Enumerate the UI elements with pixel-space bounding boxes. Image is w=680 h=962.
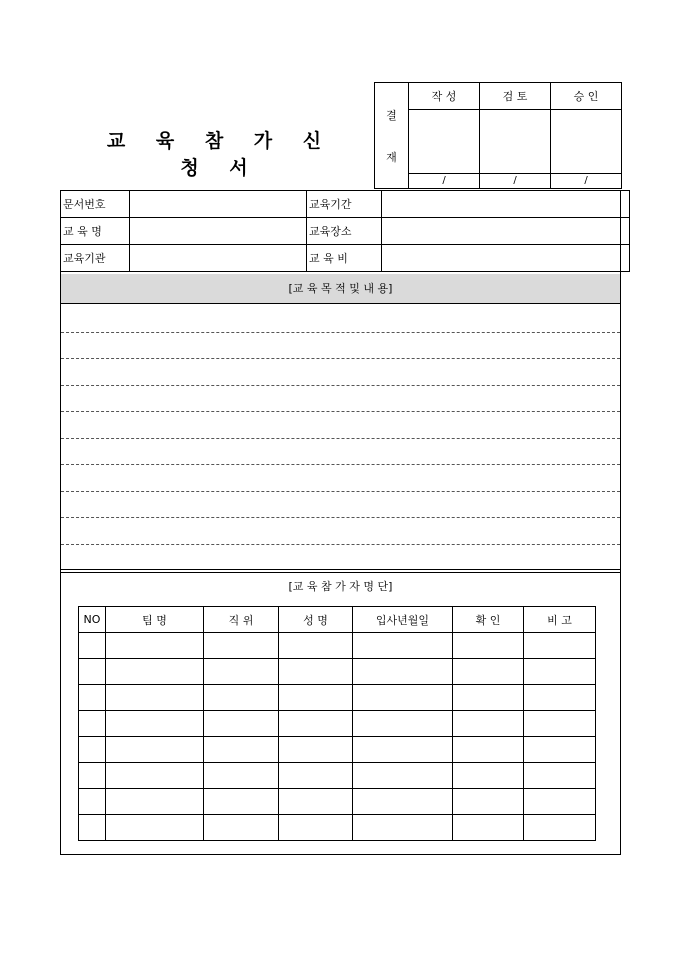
edu-name-label: 교 육 명 (61, 218, 130, 245)
participant-cell[interactable] (106, 633, 204, 659)
participant-cell[interactable] (453, 685, 524, 711)
participant-cell[interactable] (524, 737, 596, 763)
participant-cell[interactable] (204, 633, 279, 659)
participant-cell[interactable] (279, 763, 353, 789)
participant-cell[interactable] (353, 763, 453, 789)
writing-line (61, 517, 620, 518)
signature-cell-write[interactable] (409, 110, 480, 174)
participant-cell[interactable] (353, 659, 453, 685)
participant-cell[interactable] (453, 737, 524, 763)
writing-line (61, 358, 620, 359)
participant-cell[interactable] (106, 685, 204, 711)
institution-label: 교육기관 (61, 245, 130, 272)
writing-line (61, 385, 620, 386)
participant-cell[interactable] (106, 737, 204, 763)
period-field[interactable] (382, 191, 630, 218)
participants-header: [교 육 참 가 자 명 단] (288, 580, 393, 593)
doc-no-label: 문서번호 (61, 191, 130, 218)
cost-label: 교 육 비 (307, 245, 382, 272)
participant-cell[interactable] (204, 737, 279, 763)
participant-row (79, 789, 596, 815)
approval-table (374, 82, 622, 189)
participant-cell[interactable] (453, 711, 524, 737)
participant-cell[interactable] (353, 737, 453, 763)
approval-label (375, 83, 409, 189)
participant-cell[interactable] (204, 659, 279, 685)
participant-row (79, 685, 596, 711)
date-cell-review[interactable]: / (480, 174, 551, 189)
participant-row (79, 737, 596, 763)
participant-cell[interactable] (79, 659, 106, 685)
participant-cell[interactable] (524, 815, 596, 841)
participant-cell[interactable] (453, 789, 524, 815)
participant-cell[interactable] (106, 763, 204, 789)
participant-cell[interactable] (524, 711, 596, 737)
participant-cell[interactable] (279, 659, 353, 685)
approval-label-bottom: 재 (386, 150, 397, 164)
writing-line (61, 438, 620, 439)
participant-cell[interactable] (453, 815, 524, 841)
participant-cell[interactable] (106, 659, 204, 685)
place-field[interactable] (382, 218, 630, 245)
col-confirm: 확 인 (453, 607, 524, 633)
place-label: 교육장소 (307, 218, 382, 245)
participant-cell[interactable] (204, 711, 279, 737)
participant-cell[interactable] (524, 633, 596, 659)
col-position: 직 위 (204, 607, 279, 633)
info-table (60, 190, 630, 272)
participant-cell[interactable] (524, 789, 596, 815)
participant-cell[interactable] (524, 685, 596, 711)
participant-cell[interactable] (79, 789, 106, 815)
participant-cell[interactable] (279, 633, 353, 659)
participant-cell[interactable] (353, 685, 453, 711)
participant-row (79, 659, 596, 685)
participant-cell[interactable] (106, 815, 204, 841)
participant-cell[interactable] (453, 763, 524, 789)
participants-header-row (79, 607, 596, 633)
participant-row (79, 763, 596, 789)
writing-line (61, 411, 620, 412)
section-divider (61, 569, 620, 573)
participant-cell[interactable] (204, 815, 279, 841)
participant-cell[interactable] (279, 789, 353, 815)
signature-cell-review[interactable] (480, 110, 551, 174)
participant-cell[interactable] (353, 633, 453, 659)
participant-cell[interactable] (524, 659, 596, 685)
page-title: 교 육 참 가 신 청 서 (106, 130, 334, 179)
participant-cell[interactable] (279, 737, 353, 763)
col-no: NO (79, 607, 106, 633)
writing-line (61, 464, 620, 465)
col-team: 팀 명 (106, 607, 204, 633)
participant-cell[interactable] (353, 789, 453, 815)
col-note: 비 고 (524, 607, 596, 633)
participant-cell[interactable] (353, 815, 453, 841)
col-join-date: 입사년월일 (353, 607, 453, 633)
signature-cell-approve[interactable] (551, 110, 622, 174)
institution-field[interactable] (130, 245, 307, 272)
participant-row (79, 711, 596, 737)
writing-line (61, 491, 620, 492)
date-cell-write[interactable]: / (409, 174, 480, 189)
participant-cell[interactable] (204, 789, 279, 815)
participant-cell[interactable] (79, 633, 106, 659)
approval-header-write: 작 성 (409, 83, 480, 110)
writing-line (61, 332, 620, 333)
participant-cell[interactable] (106, 711, 204, 737)
participant-cell[interactable] (524, 763, 596, 789)
participant-cell[interactable] (204, 763, 279, 789)
writing-line (61, 544, 620, 545)
participant-cell[interactable] (79, 763, 106, 789)
participant-cell[interactable] (79, 711, 106, 737)
approval-header-review: 검 토 (480, 83, 551, 110)
participant-cell[interactable] (79, 737, 106, 763)
period-label: 교육기간 (307, 191, 382, 218)
participants-table (78, 606, 596, 841)
participant-cell[interactable] (79, 685, 106, 711)
participant-cell[interactable] (453, 633, 524, 659)
participant-cell[interactable] (279, 685, 353, 711)
participants-body (79, 633, 596, 841)
purpose-header: [교 육 목 적 및 내 용] (61, 274, 620, 304)
date-cell-approve[interactable]: / (551, 174, 622, 189)
cost-field[interactable] (382, 245, 630, 272)
participant-cell[interactable] (204, 685, 279, 711)
participant-cell[interactable] (453, 659, 524, 685)
participant-row (79, 815, 596, 841)
participant-row (79, 633, 596, 659)
participant-cell[interactable] (353, 711, 453, 737)
edu-name-field[interactable] (130, 218, 307, 245)
participant-cell[interactable] (79, 815, 106, 841)
doc-no-field[interactable] (130, 191, 307, 218)
approval-header-approve: 승 인 (551, 83, 622, 110)
approval-label-top: 결 (386, 108, 397, 122)
participant-cell[interactable] (106, 789, 204, 815)
col-name: 성 명 (279, 607, 353, 633)
participant-cell[interactable] (279, 815, 353, 841)
participant-cell[interactable] (279, 711, 353, 737)
